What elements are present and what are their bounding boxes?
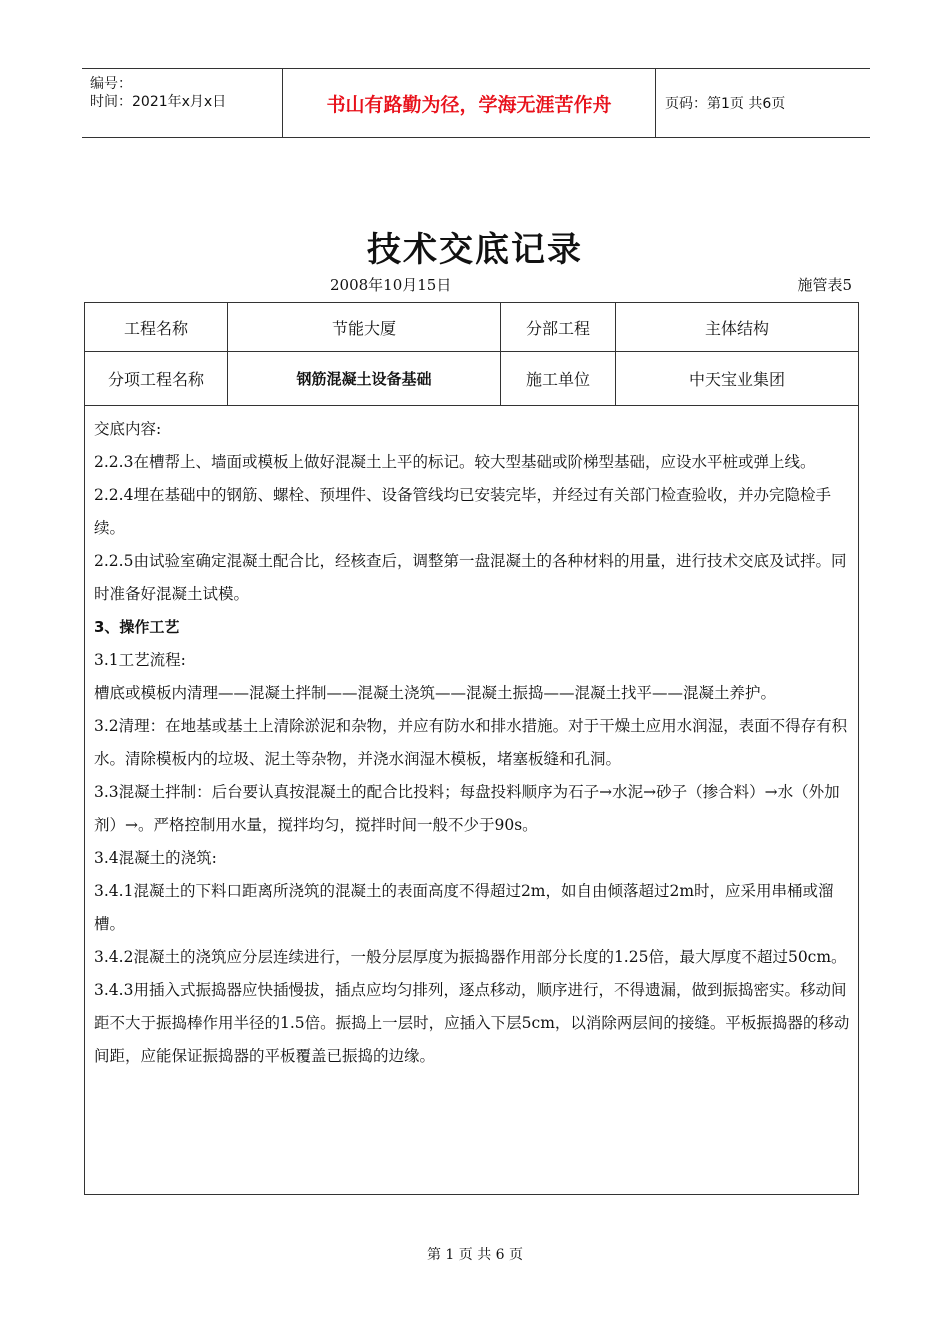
paragraph: 槽底或模板内清理——混凝土拌制——混凝土浇筑——混凝土振捣——混凝土找平——混凝土养护。	[94, 684, 777, 702]
document-date: 2008年10月15日	[330, 276, 452, 294]
constructor-value: 中天宝业集团	[688, 369, 785, 389]
record-table	[84, 302, 859, 1195]
division-value: 主体结构	[704, 318, 769, 338]
table-row	[85, 351, 858, 406]
project-name-value: 节能大厦	[228, 303, 501, 351]
motto: 书山有路勤为径，学海无涯苦作舟	[282, 69, 656, 137]
serial-label: 编号：	[90, 76, 132, 92]
page-footer: 第 1 页 共 6 页	[426, 1247, 524, 1263]
subitem-label: 分项工程名称	[85, 351, 228, 405]
table-row	[85, 303, 858, 352]
paragraph: 3.4.2混凝土的浇筑应分层连续进行，一般分层厚度为振捣器作用部分长度的1.25倍，最大厚度不超过50cm。	[94, 948, 847, 966]
paragraph: 2.2.4埋在基础中的钢筋、螺栓、预埋件、设备管线均已安装完毕，并经过有关部门检查验收，并办完隐检手续。	[94, 486, 831, 537]
form-number: 施管表5	[797, 276, 852, 294]
paragraph: 2.2.5由试验室确定混凝土配合比，经核查后，调整第一盘混凝土的各种材料的用量，进行技术交底及试拌。同时准备好混凝土试模。	[94, 552, 847, 603]
page-header	[82, 68, 870, 138]
paragraph: 3.2清理：在地基或基土上清除淤泥和杂物，并应有防水和排水措施。对于干燥土应用水润湿，表面不得存有积水。清除模板内的垃圾、泥土等杂物，并浇水润湿木模板，堵塞板缝和孔洞。	[94, 717, 848, 768]
document-title: 技术交底记录	[367, 230, 583, 270]
constructor-label: 施工单位	[501, 351, 616, 405]
briefing-content	[94, 413, 854, 1073]
paragraph: 3.4.3用插入式振捣器应快插慢拔，插点应均匀排列，逐点移动，顺序进行，不得遗漏，做到振捣密实。移动间距不大于振捣棒作用半径的1.5倍。振捣上一层时，应插入下层5cm，以消除两层间的接缝。平板振捣器的移动间距，应能保证振捣器的平板覆盖已振捣的边缘。	[94, 981, 850, 1065]
paragraph: 3.4混凝土的浇筑:	[94, 849, 217, 867]
header-page-info: 页码：第1页 共6页	[665, 96, 786, 112]
time-label: 时间：2021年x月x日	[90, 94, 227, 110]
header-meta	[82, 69, 282, 137]
paragraph: 3.1工艺流程:	[94, 651, 186, 669]
paragraph: 3.3混凝土拌制：后台要认真按混凝土的配合比投料；每盘投料顺序为石子→水泥→砂子（掺合料）→水（外加剂）→。严格控制用水量，搅拌均匀，搅拌时间一般不少于90s。	[94, 783, 840, 834]
subitem-value: 钢筋混凝土设备基础	[228, 351, 501, 405]
division-label: 分部工程	[501, 303, 616, 351]
section-heading: 3、操作工艺	[94, 618, 180, 636]
project-name-label: 工程名称	[85, 303, 228, 351]
paragraph: 2.2.3在槽帮上、墙面或模板上做好混凝土上平的标记。较大型基础或阶梯型基础，应设水平桩或弹上线。	[94, 453, 816, 471]
content-intro: 交底内容:	[94, 420, 162, 438]
paragraph: 3.4.1混凝土的下料口距离所浇筑的混凝土的表面高度不得超过2m，如自由倾落超过2m时，应采用串桶或溜槽。	[94, 882, 834, 933]
